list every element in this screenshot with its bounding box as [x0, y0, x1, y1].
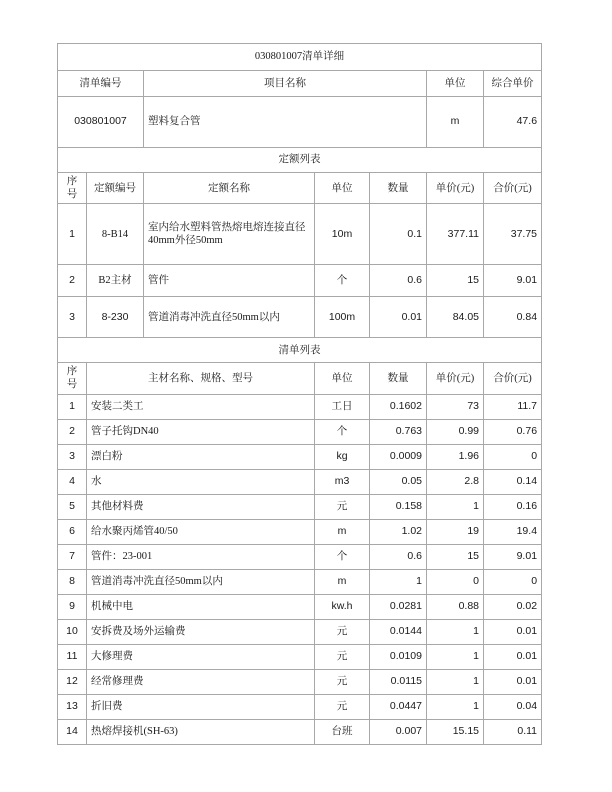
table-row — [58, 619, 542, 644]
list-name: 漂白粉 — [87, 444, 315, 469]
list-total: 0.02 — [484, 594, 542, 619]
list-unit: 个 — [315, 419, 370, 444]
quota-header-no: 序号 — [58, 173, 87, 204]
list-header-name: 主材名称、规格、型号 — [87, 363, 315, 394]
bill-header-price: 综合单价 — [484, 71, 542, 97]
quota-no: 2 — [58, 265, 87, 297]
quota-header-code: 定额编号 — [87, 173, 144, 204]
list-unit: m3 — [315, 469, 370, 494]
quota-qty: 0.01 — [370, 297, 427, 338]
list-unit: 台班 — [315, 719, 370, 744]
quota-header-unit: 单位 — [315, 173, 370, 204]
list-qty: 1 — [370, 569, 427, 594]
bill-data-row — [58, 97, 542, 148]
list-name: 安拆费及场外运输费 — [87, 619, 315, 644]
list-qty: 0.0447 — [370, 694, 427, 719]
list-total: 0 — [484, 569, 542, 594]
list-price: 19 — [427, 519, 484, 544]
list-no: 6 — [58, 519, 87, 544]
list-header-row — [58, 363, 542, 394]
quota-unit: 10m — [315, 204, 370, 265]
detail-table — [57, 43, 542, 745]
quota-total: 37.75 — [484, 204, 542, 265]
list-price: 1 — [427, 694, 484, 719]
list-price: 0 — [427, 569, 484, 594]
list-price: 2.8 — [427, 469, 484, 494]
list-qty: 0.1602 — [370, 394, 427, 419]
table-row — [58, 569, 542, 594]
table-row — [58, 519, 542, 544]
bill-header-name: 项目名称 — [144, 71, 427, 97]
detail-table-body — [58, 44, 542, 745]
list-price: 1 — [427, 494, 484, 519]
list-unit: kg — [315, 444, 370, 469]
list-name: 大修理费 — [87, 644, 315, 669]
bill-price-value: 47.6 — [484, 97, 542, 148]
list-no: 12 — [58, 669, 87, 694]
list-qty: 0.0281 — [370, 594, 427, 619]
list-total: 0.04 — [484, 694, 542, 719]
quota-unit: 100m — [315, 297, 370, 338]
quota-total: 9.01 — [484, 265, 542, 297]
list-section-banner — [58, 338, 542, 363]
table-row — [58, 494, 542, 519]
list-no: 7 — [58, 544, 87, 569]
list-name: 水 — [87, 469, 315, 494]
bill-header-row — [58, 71, 542, 97]
list-qty: 1.02 — [370, 519, 427, 544]
list-total: 0 — [484, 444, 542, 469]
list-unit: 元 — [315, 619, 370, 644]
list-name: 经常修理费 — [87, 669, 315, 694]
list-name: 给水聚丙烯管40/50 — [87, 519, 315, 544]
list-name: 机械中电 — [87, 594, 315, 619]
bill-detail-sheet — [57, 43, 541, 745]
list-total: 19.4 — [484, 519, 542, 544]
list-unit: 元 — [315, 494, 370, 519]
list-no: 2 — [58, 419, 87, 444]
quota-no: 1 — [58, 204, 87, 265]
list-name: 管道消毒冲洗直径50mm以内 — [87, 569, 315, 594]
list-total: 0.01 — [484, 669, 542, 694]
quota-price: 377.11 — [427, 204, 484, 265]
list-qty: 0.0144 — [370, 619, 427, 644]
list-name: 其他材料费 — [87, 494, 315, 519]
quota-qty: 0.1 — [370, 204, 427, 265]
list-price: 1 — [427, 644, 484, 669]
table-row — [58, 204, 542, 265]
quota-code: B2主材 — [87, 265, 144, 297]
quota-header-row — [58, 173, 542, 204]
list-total: 0.01 — [484, 644, 542, 669]
document-title-row — [58, 44, 542, 71]
quota-price: 15 — [427, 265, 484, 297]
quota-header-price: 单价(元) — [427, 173, 484, 204]
quota-code: 8-230 — [87, 297, 144, 338]
list-no: 11 — [58, 644, 87, 669]
list-qty: 0.6 — [370, 544, 427, 569]
list-price: 1 — [427, 619, 484, 644]
table-row — [58, 694, 542, 719]
list-total: 0.14 — [484, 469, 542, 494]
list-price: 1.96 — [427, 444, 484, 469]
table-row — [58, 469, 542, 494]
list-header-unit: 单位 — [315, 363, 370, 394]
table-row — [58, 594, 542, 619]
list-unit: 工日 — [315, 394, 370, 419]
quota-banner-label: 定额列表 — [58, 148, 542, 173]
table-row — [58, 644, 542, 669]
list-unit: m — [315, 569, 370, 594]
quota-header-qty: 数量 — [370, 173, 427, 204]
list-header-total: 合价(元) — [484, 363, 542, 394]
list-no: 3 — [58, 444, 87, 469]
list-total: 0.11 — [484, 719, 542, 744]
quota-header-name: 定额名称 — [144, 173, 315, 204]
list-total: 0.01 — [484, 619, 542, 644]
quota-code: 8-B14 — [87, 204, 144, 265]
list-no: 8 — [58, 569, 87, 594]
list-qty: 0.0109 — [370, 644, 427, 669]
list-no: 13 — [58, 694, 87, 719]
list-price: 73 — [427, 394, 484, 419]
list-name: 管件：23-001 — [87, 544, 315, 569]
table-row — [58, 419, 542, 444]
list-total: 0.76 — [484, 419, 542, 444]
quota-name: 室内给水塑料管热熔电熔连接直径40mm外径50mm — [144, 204, 315, 265]
list-qty: 0.0115 — [370, 669, 427, 694]
list-qty: 0.0009 — [370, 444, 427, 469]
bill-header-unit: 单位 — [427, 71, 484, 97]
list-no: 5 — [58, 494, 87, 519]
list-no: 10 — [58, 619, 87, 644]
list-price: 15.15 — [427, 719, 484, 744]
list-qty: 0.007 — [370, 719, 427, 744]
quota-no: 3 — [58, 297, 87, 338]
list-name: 热熔焊接机(SH-63) — [87, 719, 315, 744]
list-header-no: 序号 — [58, 363, 87, 394]
list-header-qty: 数量 — [370, 363, 427, 394]
list-unit: 元 — [315, 669, 370, 694]
list-unit: kw.h — [315, 594, 370, 619]
table-row — [58, 719, 542, 744]
list-qty: 0.158 — [370, 494, 427, 519]
list-name: 安装二类工 — [87, 394, 315, 419]
list-price: 0.99 — [427, 419, 484, 444]
quota-qty: 0.6 — [370, 265, 427, 297]
list-no: 4 — [58, 469, 87, 494]
list-name: 折旧费 — [87, 694, 315, 719]
quota-header-total: 合价(元) — [484, 173, 542, 204]
table-row — [58, 544, 542, 569]
bill-header-code: 清单编号 — [58, 71, 144, 97]
list-unit: 个 — [315, 544, 370, 569]
list-qty: 0.763 — [370, 419, 427, 444]
quota-section-banner — [58, 148, 542, 173]
list-total: 11.7 — [484, 394, 542, 419]
list-no: 1 — [58, 394, 87, 419]
list-qty: 0.05 — [370, 469, 427, 494]
table-row — [58, 669, 542, 694]
table-row — [58, 297, 542, 338]
bill-unit-value: m — [427, 97, 484, 148]
list-unit: 元 — [315, 694, 370, 719]
list-price: 15 — [427, 544, 484, 569]
page-title: 030801007清单详细 — [58, 44, 542, 71]
table-row — [58, 444, 542, 469]
list-no: 14 — [58, 719, 87, 744]
list-price: 1 — [427, 669, 484, 694]
list-name: 管子托钩DN40 — [87, 419, 315, 444]
quota-name: 管道消毒冲洗直径50mm以内 — [144, 297, 315, 338]
list-unit: 元 — [315, 644, 370, 669]
bill-name-value: 塑料复合管 — [144, 97, 427, 148]
quota-total: 0.84 — [484, 297, 542, 338]
quota-price: 84.05 — [427, 297, 484, 338]
list-header-price: 单价(元) — [427, 363, 484, 394]
list-unit: m — [315, 519, 370, 544]
list-total: 9.01 — [484, 544, 542, 569]
list-banner-label: 清单列表 — [58, 338, 542, 363]
quota-unit: 个 — [315, 265, 370, 297]
quota-name: 管件 — [144, 265, 315, 297]
table-row — [58, 265, 542, 297]
list-price: 0.88 — [427, 594, 484, 619]
list-no: 9 — [58, 594, 87, 619]
list-total: 0.16 — [484, 494, 542, 519]
bill-code-value: 030801007 — [58, 97, 144, 148]
table-row — [58, 394, 542, 419]
